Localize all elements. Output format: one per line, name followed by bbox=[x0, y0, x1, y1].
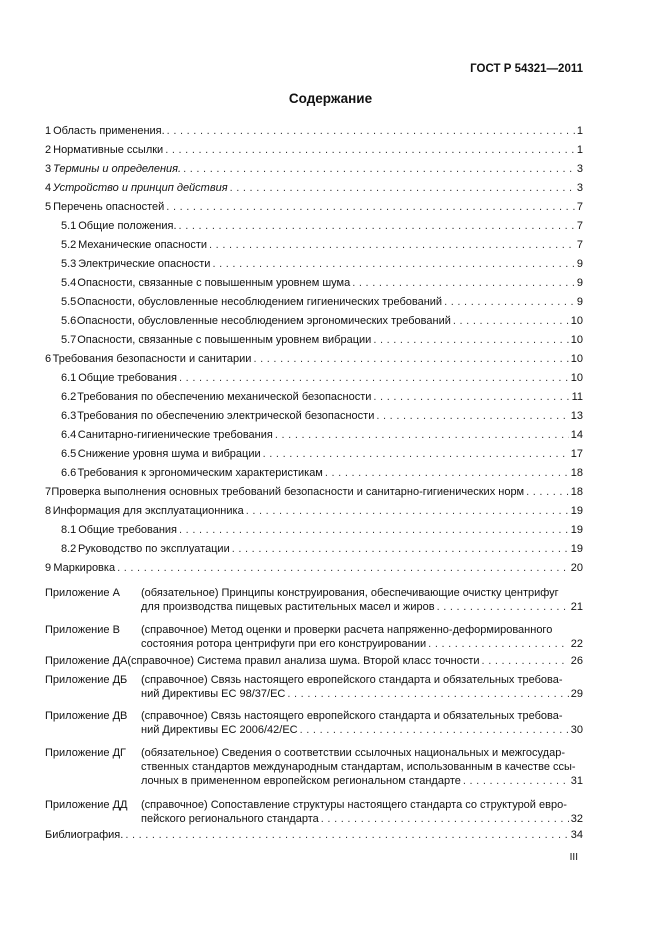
appendix-text: (справочное) Связь настоящего европейского стандарта и обязательных требова- bbox=[141, 710, 563, 722]
toc-entry[interactable] bbox=[45, 143, 583, 157]
toc-entry-page: 17 bbox=[570, 448, 583, 460]
toc-entry-number: 5.1 bbox=[61, 220, 77, 232]
toc-entry[interactable] bbox=[45, 561, 583, 575]
toc-entry-number: 4 bbox=[45, 182, 52, 194]
toc-entry[interactable] bbox=[61, 219, 583, 233]
toc-entry-title: Руководство по эксплуатации bbox=[77, 543, 230, 555]
appendix-label: Приложение ДГ bbox=[45, 747, 126, 759]
toc-leader-dots bbox=[209, 238, 575, 252]
toc-entry-number: 5.7 bbox=[61, 334, 77, 346]
toc-entry-number: 1 bbox=[45, 125, 52, 137]
toc-entry-title: Опасности, обусловленные несоблюдением гигиенических требований bbox=[76, 296, 443, 308]
toc-entry-title: Устройство и принцип действия bbox=[52, 182, 228, 194]
toc-entry[interactable] bbox=[61, 333, 583, 347]
toc-entry-page: 9 bbox=[576, 277, 583, 289]
toc-leader-dots bbox=[183, 162, 575, 176]
appendix-entry[interactable] bbox=[45, 746, 583, 788]
toc-entry-title: Нормативные ссылки bbox=[53, 144, 164, 156]
toc-entry[interactable] bbox=[61, 428, 583, 442]
toc-entry[interactable] bbox=[61, 257, 583, 271]
toc-entry-title: Опасности, связанные с повышенным уровнем вибрации bbox=[77, 334, 372, 346]
toc-entry-title: Общие положения. bbox=[78, 220, 177, 232]
toc-entry-page: 7 bbox=[576, 201, 583, 213]
toc-entry-number: 5.5 bbox=[61, 296, 77, 308]
appendix-text: (справочное) Сопоставление структуры настоящего стандарта со структурой евро- bbox=[141, 799, 567, 811]
toc-entry[interactable] bbox=[61, 238, 583, 252]
toc-leader-dots bbox=[482, 654, 569, 668]
appendix-text: (справочное) Система правил анализа шума. Второй класс точности bbox=[127, 655, 480, 667]
toc-entry-title: Термины и определения. bbox=[53, 163, 182, 175]
toc-entry[interactable] bbox=[61, 466, 583, 480]
toc-entry-page: 10 bbox=[570, 353, 583, 365]
toc-entry-title: Маркировка bbox=[53, 562, 116, 574]
appendix-text: ний Директивы ЕС 98/37/ЕС bbox=[141, 688, 286, 700]
toc-leader-dots bbox=[352, 276, 575, 290]
toc-entry-number: 6.1 bbox=[61, 372, 77, 384]
toc-entry-page: 10 bbox=[570, 315, 583, 327]
toc-entry[interactable] bbox=[61, 314, 583, 328]
appendix-page: 30 bbox=[570, 724, 583, 736]
toc-entry-page: 9 bbox=[576, 296, 583, 308]
toc-entry-number: 8 bbox=[45, 505, 52, 517]
toc-entry-number: 5.2 bbox=[61, 239, 77, 251]
bibliography-entry[interactable] bbox=[45, 828, 583, 842]
toc-entry[interactable] bbox=[45, 504, 583, 518]
appendix-entry[interactable] bbox=[45, 709, 583, 737]
toc-entry-page: 10 bbox=[570, 334, 583, 346]
toc-leader-dots bbox=[444, 295, 575, 309]
toc-entry-number: 8.2 bbox=[61, 543, 77, 555]
toc-entry-number: 6.4 bbox=[61, 429, 77, 441]
bibliography-page: 34 bbox=[570, 829, 583, 841]
toc-entry-title: Требования к эргономическим характеристикам bbox=[77, 467, 323, 479]
toc-leader-dots bbox=[246, 504, 569, 518]
toc-entry-number: 6.5 bbox=[61, 448, 77, 460]
appendix-page: 26 bbox=[570, 655, 583, 667]
toc-leader-dots bbox=[117, 561, 569, 575]
toc-entry[interactable] bbox=[61, 523, 583, 537]
appendix-entry[interactable] bbox=[45, 623, 583, 651]
toc-leader-dots bbox=[275, 428, 569, 442]
toc-leader-dots bbox=[179, 523, 569, 537]
toc-entry-page: 20 bbox=[570, 562, 583, 574]
appendix-label: Приложение ДВ bbox=[45, 710, 128, 722]
appendix-text: для производства пищевых растительных масел и жиров bbox=[141, 601, 435, 613]
toc-entry[interactable] bbox=[45, 124, 583, 138]
appendix-page: 32 bbox=[570, 813, 583, 825]
toc-entry-number: 5.3 bbox=[61, 258, 77, 270]
toc-leader-dots bbox=[463, 774, 569, 788]
appendix-text: ственных стандартов международным стандартам, использованным в качестве ссы- bbox=[141, 761, 576, 773]
toc-entry-number: 6.2 bbox=[61, 391, 77, 403]
toc-entry[interactable] bbox=[61, 371, 583, 385]
toc-entry-number: 5 bbox=[45, 201, 52, 213]
toc-entry[interactable] bbox=[45, 352, 583, 366]
toc-entry-title: Снижение уровня шума и вибрации bbox=[77, 448, 261, 460]
toc-entry-number: 6.3 bbox=[61, 410, 77, 422]
appendix-label: Приложение ДД bbox=[45, 799, 128, 811]
toc-entry-page: 18 bbox=[570, 467, 583, 479]
toc-entry-title: Санитарно-гигиенические требования bbox=[77, 429, 273, 441]
toc-entry-number: 8.1 bbox=[61, 524, 77, 536]
toc-entry-page: 10 bbox=[570, 372, 583, 384]
toc-entry[interactable] bbox=[45, 181, 583, 195]
appendix-entry[interactable] bbox=[45, 654, 583, 668]
toc-leader-dots bbox=[325, 466, 569, 480]
toc-entry-title: Опасности, обусловленные несоблюдением эргономических требований bbox=[76, 315, 451, 327]
toc-entry-title: Требования по обеспечению механической безопасности bbox=[77, 391, 372, 403]
appendix-label: Приложение А bbox=[45, 587, 120, 599]
appendix-text: пейского регионального стандарта bbox=[141, 813, 319, 825]
appendix-text: ний Директивы ЕС 2006/42/ЕС bbox=[141, 724, 298, 736]
document-header: ГОСТ Р 54321—2011 bbox=[470, 63, 583, 75]
toc-leader-dots bbox=[125, 828, 568, 842]
toc-leader-dots bbox=[373, 390, 569, 404]
toc-entry-page: 18 bbox=[570, 486, 583, 498]
toc-entry-page: 1 bbox=[576, 125, 583, 137]
toc-leader-dots bbox=[230, 181, 575, 195]
toc-entry-number: 5.6 bbox=[61, 315, 77, 327]
appendix-text: (обязательное) Принципы конструирования, обеспечивающие очистку центрифуг bbox=[141, 587, 559, 599]
toc-entry-title: Требования безопасности и санитарии bbox=[52, 353, 252, 365]
appendix-label: Приложение ДБ bbox=[45, 674, 128, 686]
appendix-text: состояния ротора центрифуги при его конструировании bbox=[141, 638, 427, 650]
toc-leader-dots bbox=[453, 314, 569, 328]
toc-leader-dots bbox=[437, 600, 569, 614]
appendix-text: лочных в примененном европейском региональном стандарте bbox=[141, 775, 461, 787]
toc-leader-dots bbox=[253, 352, 568, 366]
toc-entry[interactable] bbox=[45, 485, 583, 499]
toc-leader-dots bbox=[179, 371, 569, 385]
toc-leader-dots bbox=[300, 723, 569, 737]
toc-leader-dots bbox=[373, 333, 568, 347]
toc-entry-page: 1 bbox=[576, 144, 583, 156]
toc-entry-page: 3 bbox=[576, 182, 583, 194]
toc-entry-number: 6 bbox=[45, 353, 52, 365]
toc-entry[interactable] bbox=[61, 542, 583, 556]
toc-entry-title: Проверка выполнения основных требований безопасности и санитарно-гигиенических норм bbox=[51, 486, 525, 498]
toc-leader-dots bbox=[526, 485, 569, 499]
toc-leader-dots bbox=[428, 637, 569, 651]
toc-leader-dots bbox=[165, 143, 575, 157]
toc-entry-number: 6.6 bbox=[61, 467, 77, 479]
toc-entry[interactable] bbox=[61, 447, 583, 461]
appendix-label: Приложение В bbox=[45, 624, 120, 636]
appendix-text: (обязательное) Сведения о соответствии ссылочных национальных и межгосудар- bbox=[141, 747, 565, 759]
toc-leader-dots bbox=[376, 409, 568, 423]
toc-entry-page: 13 bbox=[570, 410, 583, 422]
toc-entry-title: Информация для эксплуатационника bbox=[52, 505, 244, 517]
toc-entry[interactable] bbox=[45, 200, 583, 214]
toc-entry-title: Перечень опасностей bbox=[53, 201, 165, 213]
toc-leader-dots bbox=[212, 257, 574, 271]
toc-leader-dots bbox=[321, 812, 569, 826]
appendix-text: (справочное) Связь настоящего европейского стандарта и обязательных требова- bbox=[141, 674, 563, 686]
toc-entry-title: Электрические опасности bbox=[78, 258, 211, 270]
toc-entry[interactable] bbox=[45, 162, 583, 176]
toc-entry[interactable] bbox=[61, 276, 583, 290]
toc-leader-dots bbox=[166, 200, 575, 214]
toc-entry[interactable] bbox=[61, 295, 583, 309]
appendix-text: (справочное) Метод оценки и проверки расчета напряженно-деформированного bbox=[141, 624, 553, 636]
toc-leader-dots bbox=[263, 447, 569, 461]
toc-entry-page: 9 bbox=[576, 258, 583, 270]
appendix-label: Приложение ДА bbox=[45, 655, 128, 667]
toc-entry-page: 19 bbox=[570, 524, 583, 536]
toc-entry-title: Механические опасности bbox=[78, 239, 208, 251]
toc-entry-page: 19 bbox=[570, 543, 583, 555]
toc-entry-title: Общие требования bbox=[78, 524, 178, 536]
appendix-page: 21 bbox=[570, 601, 583, 613]
toc-entry-title: Требования по обеспечению электрической безопасности bbox=[77, 410, 375, 422]
toc-entry-page: 11 bbox=[571, 391, 583, 403]
toc-entry-number: 2 bbox=[45, 144, 52, 156]
toc-entry-page: 14 bbox=[570, 429, 583, 441]
toc-entry-number: 3 bbox=[45, 163, 52, 175]
page-number: III bbox=[569, 852, 578, 863]
toc-entry[interactable] bbox=[61, 409, 583, 423]
appendix-page: 22 bbox=[570, 638, 583, 650]
toc-entry-number: 7 bbox=[45, 486, 52, 498]
toc-entry-title: Общие требования bbox=[78, 372, 178, 384]
toc-entry-number: 5.4 bbox=[61, 277, 77, 289]
toc-entry-page: 7 bbox=[576, 239, 583, 251]
appendix-entry[interactable] bbox=[45, 798, 583, 826]
toc-entry-title: Опасности, связанные с повышенным уровнем шума bbox=[77, 277, 351, 289]
toc-leader-dots bbox=[179, 219, 575, 233]
bibliography-title: Библиография. bbox=[45, 829, 124, 841]
appendix-page: 31 bbox=[570, 775, 583, 787]
toc-entry[interactable] bbox=[61, 390, 583, 404]
appendix-page: 29 bbox=[570, 688, 583, 700]
appendix-entry[interactable] bbox=[45, 586, 583, 614]
toc-entry-page: 7 bbox=[576, 220, 583, 232]
toc-leader-dots bbox=[167, 124, 575, 138]
toc-leader-dots bbox=[232, 542, 569, 556]
appendix-entry[interactable] bbox=[45, 673, 583, 701]
toc-entry-number: 9 bbox=[45, 562, 52, 574]
toc-entry-page: 19 bbox=[570, 505, 583, 517]
toc-entry-page: 3 bbox=[576, 163, 583, 175]
toc-leader-dots bbox=[287, 687, 568, 701]
toc-title: Содержание bbox=[288, 91, 373, 106]
toc-entry-title: Область применения. bbox=[53, 125, 165, 137]
